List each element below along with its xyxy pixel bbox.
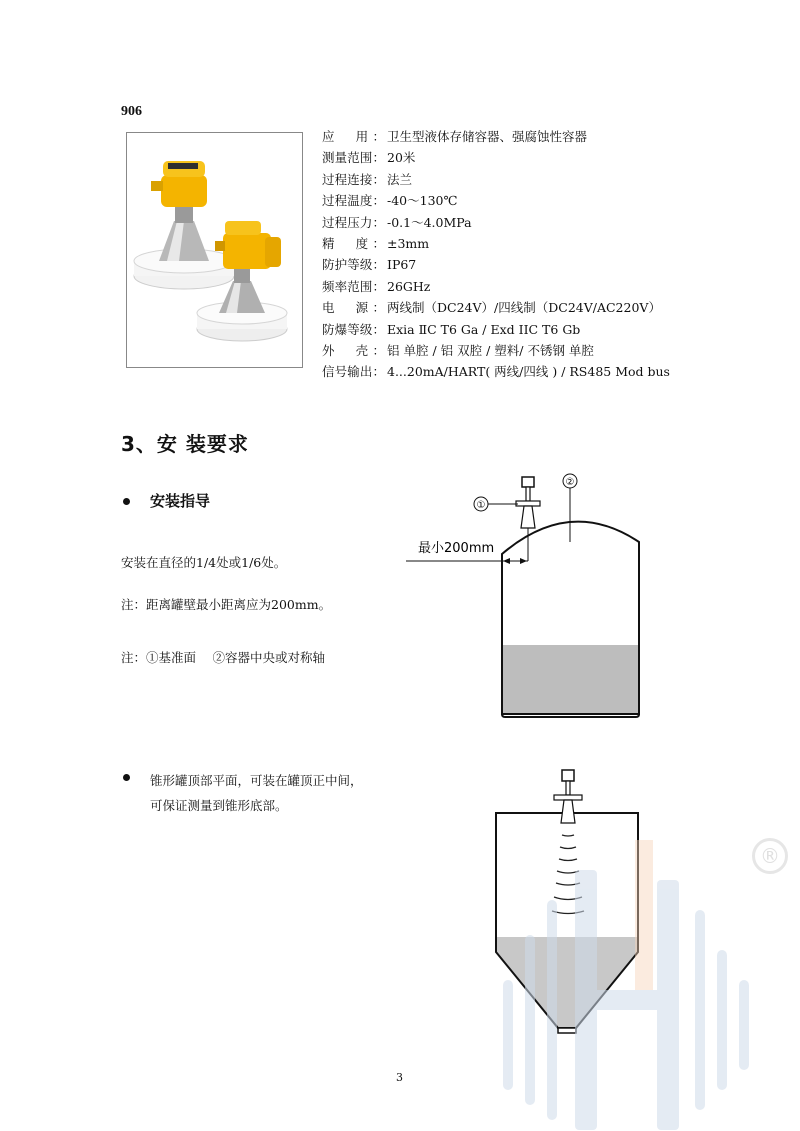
radar-head-icon bbox=[562, 770, 574, 781]
spec-label: 频率范围： bbox=[322, 278, 385, 294]
spec-row bbox=[322, 233, 742, 254]
marker-2-label: ② bbox=[565, 477, 575, 488]
spec-label: 防爆等级： bbox=[322, 321, 385, 337]
install-text: 安装在直径的1/4处或1/6处。 bbox=[121, 555, 287, 570]
spec-row bbox=[322, 147, 742, 168]
radar-head-icon bbox=[522, 477, 534, 487]
spec-row bbox=[322, 254, 742, 275]
spec-row bbox=[322, 126, 742, 147]
install-note-markers: 注：①基准面 ②容器中央或对称轴 bbox=[121, 650, 325, 665]
spec-value: 卫生型液体存储容器、强腐蚀性容器 bbox=[387, 129, 588, 144]
spec-row bbox=[322, 190, 742, 211]
bullet-icon bbox=[123, 498, 130, 505]
spec-value: 铝 单腔 / 铝 双腔 / 塑料/ 不锈钢 单腔 bbox=[387, 342, 594, 358]
cone-text-line1: 锥形罐顶部平面，可装在罐顶正中间， bbox=[150, 773, 363, 788]
spec-label: 外 壳： bbox=[322, 342, 385, 358]
spec-value: Exia ⅡC T6 Ga / Exd IIC T6 Gb bbox=[387, 321, 581, 337]
cone-text-line2: 可保证测量到锥形底部。 bbox=[150, 798, 288, 813]
section-title: 3、安 装要求 bbox=[121, 432, 249, 456]
spec-label: 应 用： bbox=[322, 129, 385, 144]
spec-row bbox=[322, 297, 742, 318]
spec-row bbox=[322, 340, 742, 361]
install-heading: 安装指导 bbox=[150, 492, 211, 510]
spec-label: 过程温度： bbox=[322, 193, 385, 209]
tank-diagram bbox=[400, 468, 650, 723]
spec-label: 精 度： bbox=[322, 235, 385, 251]
install-note: 注：距离罐壁最小距离应为200mm。 bbox=[121, 597, 332, 612]
spec-row bbox=[322, 319, 742, 340]
spec-row bbox=[322, 361, 742, 382]
spec-value: ±3mm bbox=[387, 235, 430, 251]
spec-label: 信号输出： bbox=[322, 364, 385, 380]
spec-row bbox=[322, 212, 742, 233]
spec-value: 20米 bbox=[387, 150, 416, 166]
distance-label: 最小200mm bbox=[418, 541, 495, 556]
spec-value: 两线制（DC24V）/四线制（DC24V/AC220V） bbox=[387, 300, 661, 316]
bullet-icon bbox=[123, 774, 130, 781]
spec-row bbox=[322, 276, 742, 297]
registered-mark-icon: ® bbox=[752, 838, 788, 874]
spec-value: IP67 bbox=[387, 257, 417, 273]
spec-row bbox=[322, 169, 742, 190]
product-photo bbox=[126, 132, 303, 368]
spec-label: 测量范围： bbox=[322, 150, 385, 166]
spec-label: 过程连接： bbox=[322, 171, 385, 187]
spec-list bbox=[322, 126, 742, 383]
spec-label: 过程压力： bbox=[322, 214, 385, 230]
liquid-level bbox=[503, 645, 639, 714]
spec-value: -0.1～4.0MPa bbox=[387, 214, 472, 230]
watermark-logo bbox=[495, 840, 795, 1130]
spec-label: 电 源： bbox=[322, 300, 385, 316]
page-number: 3 bbox=[396, 1071, 403, 1084]
marker-1-label: ① bbox=[476, 500, 486, 511]
product-model: 906 bbox=[121, 104, 142, 119]
spec-value: -40～130℃ bbox=[387, 193, 458, 209]
spec-label: 防护等级： bbox=[322, 257, 385, 273]
spec-value: 法兰 bbox=[387, 171, 413, 187]
spec-value: 4...20mA/HART( 两线/四线 ) / RS485 Mod bus bbox=[387, 364, 670, 380]
spec-value: 26GHz bbox=[387, 278, 431, 294]
